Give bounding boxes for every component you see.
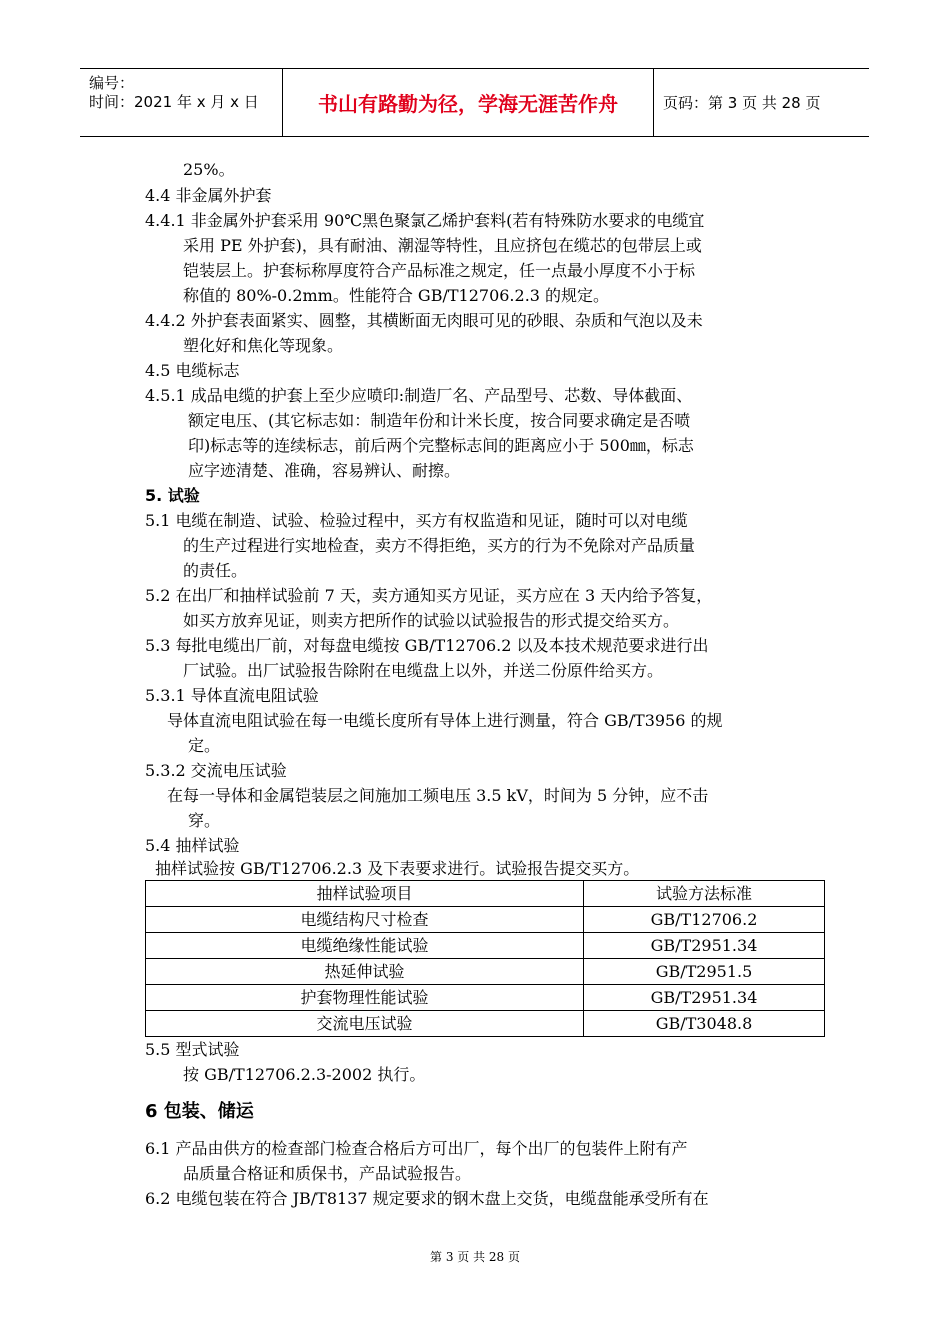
table-cell: 热延伸试验	[146, 959, 584, 985]
body-line: 采用 PE 外护套)，具有耐油、潮湿等特性，且应挤包在缆芯的包带层上或	[183, 236, 702, 255]
header-divider	[653, 69, 654, 136]
body-line: 5.2 在出厂和抽样试验前 7 天，卖方通知买方见证，买方应在 3 天内给予答复，	[145, 586, 713, 605]
table-row	[146, 933, 825, 959]
body-line: 如买方放弃见证，则卖方把所作的试验以试验报告的形式提交给买方。	[183, 611, 680, 630]
header-page-number: 页码：第 3 页 共 28 页	[663, 94, 821, 112]
sampling-test-table	[145, 880, 825, 1037]
table-cell: 护套物理性能试验	[146, 985, 584, 1011]
table-cell: GB/T2951.34	[584, 933, 825, 959]
table-cell: GB/T2951.34	[584, 985, 825, 1011]
section-heading: 5.5 型式试验	[145, 1040, 240, 1059]
body-line: 6.2 电缆包装在符合 JB/T8137 规定要求的钢木盘上交货，电缆盘能承受所有在	[145, 1189, 709, 1208]
table-header-cell: 抽样试验项目	[146, 881, 584, 907]
body-line: 4.4.2 外护套表面紧实、圆整，其横断面无肉眼可见的砂眼、杂质和气泡以及未	[145, 311, 703, 330]
header-time: 时间：2021 年 x 月 x 日	[89, 93, 259, 111]
table-cell: GB/T3048.8	[584, 1011, 825, 1037]
body-line: 品质量合格证和质保书，产品试验报告。	[183, 1164, 472, 1183]
body-line: 穿。	[188, 811, 221, 830]
body-line: 应字迹清楚、准确，容易辨认、耐擦。	[188, 461, 461, 480]
body-line: 抽样试验按 GB/T12706.2.3 及下表要求进行。试验报告提交买方。	[155, 859, 640, 878]
body-line: 4.5.1 成品电缆的护套上至少应喷印:制造厂名、产品型号、芯数、导体截面、	[145, 386, 693, 405]
table-header-row	[146, 881, 825, 907]
body-line: 称值的 80%-0.2mm。性能符合 GB/T12706.2.3 的规定。	[183, 286, 610, 305]
header-number: 编号：	[89, 74, 135, 92]
header-motto: 书山有路勤为径，学海无涯苦作舟	[318, 92, 618, 116]
table-row	[146, 959, 825, 985]
body-line: 的责任。	[183, 561, 248, 580]
body-line: 25%。	[183, 160, 235, 179]
table-header-cell: 试验方法标准	[584, 881, 825, 907]
table-cell: 电缆绝缘性能试验	[146, 933, 584, 959]
body-line: 导体直流电阻试验在每一电缆长度所有导体上进行测量，符合 GB/T3956 的规	[167, 711, 723, 730]
section-heading: 4.4 非金属外护套	[145, 186, 272, 205]
table-row	[146, 907, 825, 933]
table-row	[146, 1011, 825, 1037]
body-line: 6.1 产品由供方的检查部门检查合格后方可出厂，每个出厂的包装件上附有产	[145, 1139, 688, 1158]
body-line: 的生产过程进行实地检查，卖方不得拒绝，买方的行为不免除对产品质量	[183, 536, 696, 555]
table-cell: GB/T2951.5	[584, 959, 825, 985]
body-line: 5.3 每批电缆出厂前，对每盘电缆按 GB/T12706.2 以及本技术规范要求进行出	[145, 636, 709, 655]
section-title-testing: 5. 试验	[145, 486, 200, 505]
section-heading: 4.5 电缆标志	[145, 361, 240, 380]
page-header	[80, 68, 869, 137]
body-line: 在每一导体和金属铠装层之间施加工频电压 3.5 kV，时间为 5 分钟，应不击	[167, 786, 709, 805]
section-title-packaging: 6 包装、储运	[145, 1101, 254, 1122]
body-line: 印)标志等的连续标志，前后两个完整标志间的距离应小于 500㎜，标志	[188, 436, 694, 455]
section-heading: 5.3.1 导体直流电阻试验	[145, 686, 319, 705]
table-cell: 交流电压试验	[146, 1011, 584, 1037]
body-line: 额定电压、(其它标志如：制造年份和计米长度，按合同要求确定是否喷	[188, 411, 691, 430]
body-line: 按 GB/T12706.2.3-2002 执行。	[183, 1065, 426, 1084]
section-heading: 5.3.2 交流电压试验	[145, 761, 287, 780]
table-row	[146, 985, 825, 1011]
section-heading: 5.4 抽样试验	[145, 836, 240, 855]
body-line: 定。	[188, 736, 221, 755]
body-line: 铠装层上。护套标称厚度符合产品标准之规定，任一点最小厚度不小于标	[183, 261, 696, 280]
table-cell: 电缆结构尺寸检查	[146, 907, 584, 933]
header-meta	[80, 69, 282, 136]
body-line: 厂试验。出厂试验报告除附在电缆盘上以外，并送二份原件给买方。	[183, 661, 664, 680]
body-line: 塑化好和焦化等现象。	[183, 336, 344, 355]
table-cell: GB/T12706.2	[584, 907, 825, 933]
body-line: 4.4.1 非金属外护套采用 90℃黑色聚氯乙烯护套料(若有特殊防水要求的电缆宜	[145, 211, 705, 230]
body-line: 5.1 电缆在制造、试验、检验过程中，买方有权监造和见证，随时可以对电缆	[145, 511, 688, 530]
page-footer: 第 3 页 共 28 页	[430, 1250, 520, 1264]
